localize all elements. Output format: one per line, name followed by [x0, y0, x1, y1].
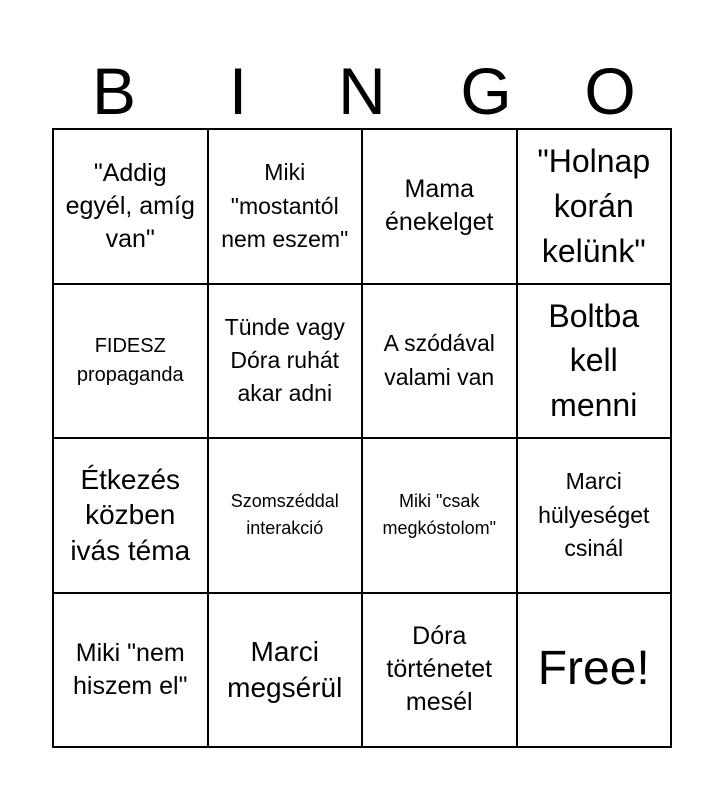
- bingo-header: [52, 50, 672, 128]
- bingo-cell[interactable]: FIDESZ propaganda: [53, 284, 208, 439]
- header-letter-b: B: [91, 54, 137, 128]
- bingo-cell[interactable]: Tünde vagy Dóra ruhát akar adni: [208, 284, 363, 439]
- header-letter-i: I: [228, 54, 248, 128]
- bingo-cell[interactable]: A szódával valami van: [362, 284, 517, 439]
- bingo-cell[interactable]: Dóra történetet mesél: [362, 593, 517, 748]
- bingo-cell[interactable]: Miki "csak megkóstolom": [362, 438, 517, 593]
- bingo-grid: [52, 128, 672, 748]
- header-letter-g: G: [460, 54, 512, 128]
- bingo-cell[interactable]: "Holnap korán kelünk": [517, 129, 672, 284]
- bingo-cell[interactable]: Miki "nem hiszem el": [53, 593, 208, 748]
- bingo-cell[interactable]: Szomszéddal interakció: [208, 438, 363, 593]
- bingo-cell[interactable]: Marci megsérül: [208, 593, 363, 748]
- bingo-cell[interactable]: Miki "mostantól nem eszem": [208, 129, 363, 284]
- bingo-cell[interactable]: Marci hülyeséget csinál: [517, 438, 672, 593]
- bingo-cell[interactable]: Mama énekelget: [362, 129, 517, 284]
- header-letter-n: N: [338, 54, 386, 128]
- free-cell[interactable]: Free!: [517, 593, 672, 748]
- header-letter-o: O: [584, 54, 636, 128]
- bingo-cell[interactable]: "Addig egyél, amíg van": [53, 129, 208, 284]
- bingo-cell[interactable]: Étkezés közben ivás téma: [53, 438, 208, 593]
- bingo-cell[interactable]: Boltba kell menni: [517, 284, 672, 439]
